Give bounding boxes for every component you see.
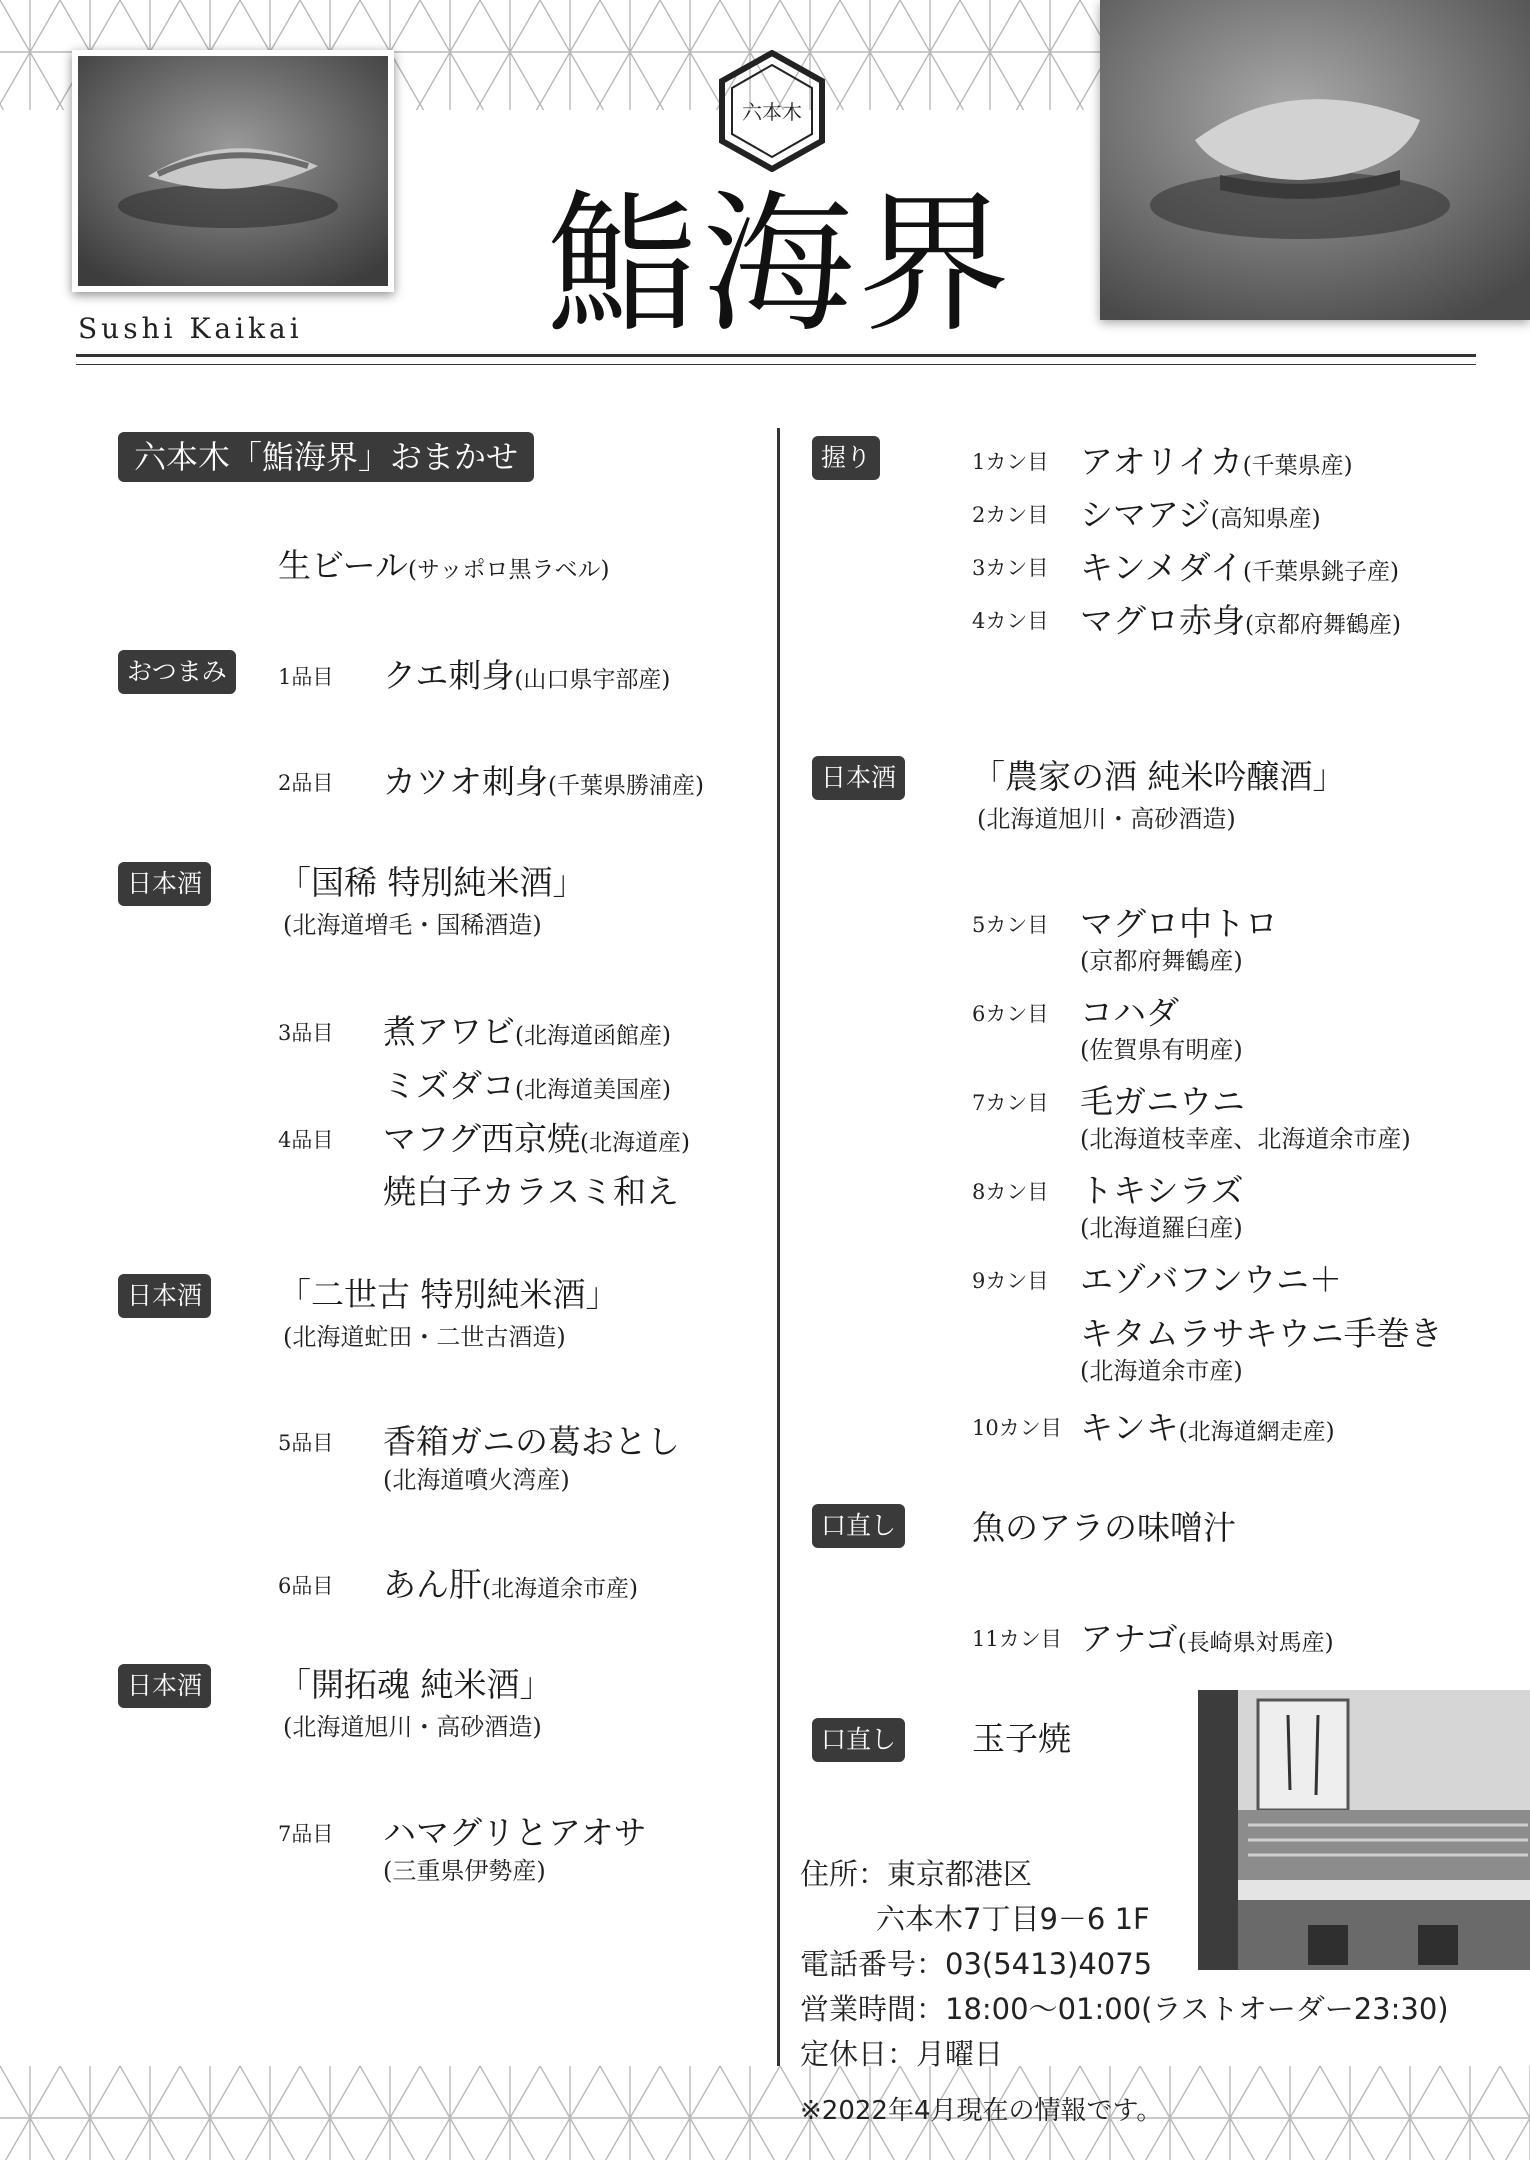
item-origin: (北海道函館産) bbox=[515, 1023, 671, 1049]
sake-name: 「二世古 特別純米酒」 bbox=[278, 1275, 619, 1314]
tag-sake: 日本酒 bbox=[118, 862, 211, 906]
item-name: シマアジ bbox=[1080, 495, 1211, 534]
piece-num: 6カン目 bbox=[972, 1002, 1049, 1026]
item-origin: (千葉県銚子産) bbox=[1243, 559, 1399, 585]
item-name: クエ刺身 bbox=[383, 656, 515, 695]
business-hours: 営業時間：18:00～01:00(ラストオーダー23:30) bbox=[800, 1992, 1449, 2026]
tag-sake: 日本酒 bbox=[118, 1664, 211, 1708]
miso-soup: 魚のアラの味噌汁 bbox=[972, 1508, 1236, 1547]
item-name: マグロ赤身 bbox=[1080, 601, 1245, 640]
tamagoyaki: 玉子焼 bbox=[972, 1719, 1071, 1758]
menu-item bbox=[1080, 1402, 1335, 1449]
menu-item bbox=[1080, 542, 1399, 589]
item-origin: (北海道産) bbox=[580, 1130, 690, 1156]
menu-item bbox=[1080, 595, 1401, 642]
item-origin: (北海道余市産) bbox=[482, 1576, 638, 1602]
sake-name: 「開拓魂 純米酒」 bbox=[278, 1665, 553, 1704]
sake-name: 「国稀 特別純米酒」 bbox=[278, 863, 586, 902]
item-origin: (佐賀県有明産) bbox=[1080, 1036, 1243, 1064]
piece-num: 2カン目 bbox=[972, 503, 1049, 527]
item-num: 6品目 bbox=[278, 1574, 334, 1598]
menu-item bbox=[383, 650, 670, 697]
piece-num: 7カン目 bbox=[972, 1091, 1049, 1115]
piece-num: 3カン目 bbox=[972, 556, 1049, 580]
tag-nigiri: 握り bbox=[812, 436, 880, 480]
sake-origin: (北海道増毛・国稀酒造) bbox=[283, 911, 542, 939]
menu-item bbox=[383, 1006, 671, 1053]
tag-kuchinaoshi: 口直し bbox=[812, 1504, 905, 1548]
brand-japanese-name: 鮨海界 bbox=[546, 176, 1014, 353]
item-origin: (山口県宇部産) bbox=[514, 667, 671, 693]
tag-kuchinaoshi: 口直し bbox=[812, 1718, 905, 1762]
item-name: キンキ bbox=[1080, 1408, 1179, 1447]
item-name: マグロ中トロ bbox=[1080, 904, 1278, 943]
item-name: ミズダコ bbox=[383, 1066, 515, 1105]
menu-item bbox=[383, 1113, 690, 1160]
course-title: 六本木「鮨海界」おまかせ bbox=[118, 432, 534, 482]
beer-note: (サッポロ黒ラベル) bbox=[408, 557, 610, 583]
sake-origin: (北海道旭川・高砂酒造) bbox=[977, 805, 1236, 833]
item-name: アナゴ bbox=[1080, 1619, 1178, 1658]
item-name: 香箱ガニの葛おとし bbox=[383, 1422, 680, 1461]
item-origin: (北海道羅臼産) bbox=[1080, 1214, 1243, 1242]
address-line-2: 六本木7丁目9－6 1F bbox=[876, 1902, 1150, 1936]
menu-item bbox=[383, 1166, 679, 1213]
piece-num: 1カン目 bbox=[972, 450, 1049, 474]
info-date-note: ※2022年4月現在の情報です。 bbox=[800, 2096, 1163, 2126]
tag-otsumami: おつまみ bbox=[118, 650, 236, 694]
phone-number: 電話番号：03(5413)4075 bbox=[800, 1947, 1153, 1981]
item-origin: (北海道美国産) bbox=[515, 1077, 671, 1103]
item-num: 2品目 bbox=[278, 771, 334, 795]
item-name: トキシラズ bbox=[1080, 1171, 1244, 1210]
bottom-pattern bbox=[0, 2066, 1530, 2160]
item-num: 4品目 bbox=[278, 1128, 334, 1152]
item-name: 煮アワビ bbox=[383, 1012, 515, 1051]
piece-num: 10カン目 bbox=[972, 1416, 1062, 1440]
item-origin: (京都府舞鶴産) bbox=[1245, 612, 1401, 638]
item-origin: (北海道枝幸産、北海道余市産) bbox=[1080, 1125, 1411, 1153]
item-name: キンメダイ bbox=[1080, 548, 1244, 587]
tag-sake: 日本酒 bbox=[118, 1274, 211, 1318]
item-name: キタムラサキウニ手巻き bbox=[1080, 1314, 1443, 1353]
closed-day: 定休日：月曜日 bbox=[800, 2037, 1004, 2071]
menu-item bbox=[1080, 436, 1353, 483]
column-divider bbox=[777, 428, 780, 2066]
piece-num: 5カン目 bbox=[972, 913, 1049, 937]
hexagon-emblem-label: 六本木 bbox=[742, 100, 802, 124]
sake-origin: (北海道旭川・高砂酒造) bbox=[283, 1713, 542, 1741]
menu-item bbox=[383, 1060, 671, 1107]
item-name: あん肝 bbox=[383, 1565, 482, 1604]
item-origin: (高知県産) bbox=[1210, 506, 1321, 532]
item-name: マフグ西京焼 bbox=[383, 1119, 581, 1158]
menu-item bbox=[1080, 1613, 1334, 1660]
item-num: 7品目 bbox=[278, 1822, 334, 1846]
item-origin: (三重県伊勢産) bbox=[383, 1857, 546, 1885]
item-num: 3品目 bbox=[278, 1021, 334, 1045]
item-name: ハマグリとアオサ bbox=[383, 1813, 647, 1852]
sake-origin: (北海道虻田・二世古酒造) bbox=[283, 1323, 566, 1351]
item-name: 焼白子カラスミ和え bbox=[383, 1172, 680, 1211]
beer-name: 生ビール bbox=[278, 546, 409, 585]
shop-interior-photo bbox=[1198, 1690, 1530, 1970]
item-origin: (北海道余市産) bbox=[1080, 1357, 1243, 1385]
piece-num: 9カン目 bbox=[972, 1269, 1049, 1293]
item-name: コハダ bbox=[1080, 993, 1179, 1032]
tag-sake: 日本酒 bbox=[812, 756, 905, 800]
item-num: 5品目 bbox=[278, 1431, 334, 1455]
item-origin: (千葉県産) bbox=[1242, 453, 1353, 479]
item-origin: (北海道噴火湾産) bbox=[383, 1466, 570, 1494]
sake-name: 「農家の酒 純米吟醸酒」 bbox=[972, 757, 1346, 796]
item-name: 毛ガニウニ bbox=[1080, 1082, 1245, 1121]
brand-english-name: Sushi Kaikai bbox=[78, 312, 303, 345]
nigiri-photo-left bbox=[72, 50, 394, 292]
menu-item bbox=[1080, 489, 1321, 536]
piece-num: 11カン目 bbox=[972, 1627, 1062, 1651]
item-num: 1品目 bbox=[278, 665, 334, 689]
item-origin: (北海道網走産) bbox=[1178, 1419, 1335, 1445]
item-origin: (長崎県対馬産) bbox=[1177, 1630, 1334, 1656]
header-rule-thin bbox=[76, 364, 1476, 365]
item-name: カツオ刺身 bbox=[383, 762, 548, 801]
menu-item bbox=[383, 1559, 638, 1606]
item-origin: (千葉県勝浦産) bbox=[548, 773, 704, 799]
beer-item bbox=[278, 540, 610, 587]
address-line-1: 住所：東京都港区 bbox=[800, 1857, 1033, 1891]
item-origin: (京都府舞鶴産) bbox=[1080, 947, 1243, 975]
item-name: アオリイカ bbox=[1080, 442, 1243, 481]
piece-num: 8カン目 bbox=[972, 1180, 1049, 1204]
item-name: エゾバフンウニ＋ bbox=[1080, 1260, 1343, 1299]
nigiri-photo-right bbox=[1100, 0, 1530, 320]
piece-num: 4カン目 bbox=[972, 609, 1049, 633]
header-rule-thick bbox=[76, 354, 1476, 357]
menu-item bbox=[383, 756, 704, 803]
